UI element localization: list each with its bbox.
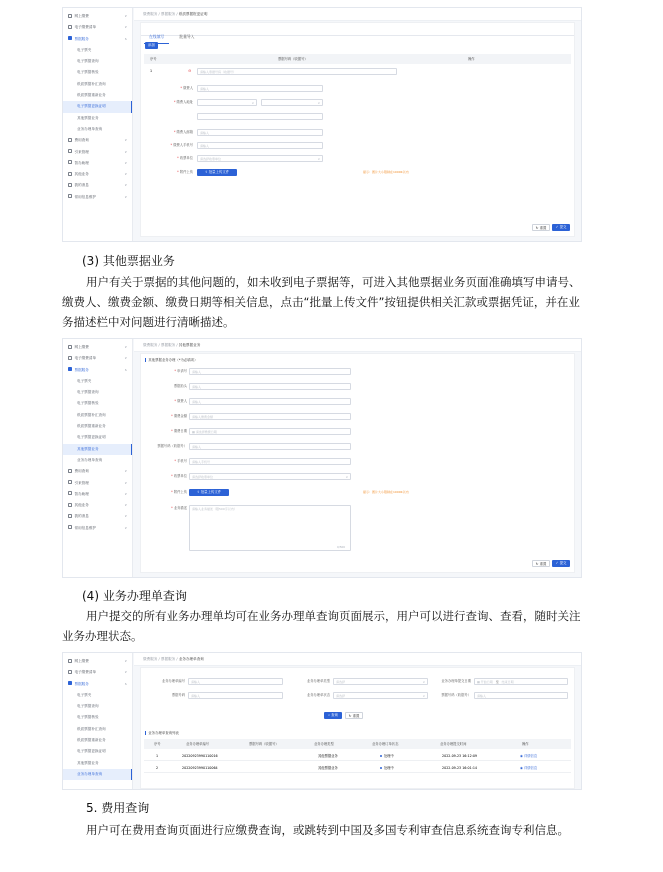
form-row <box>141 84 574 93</box>
breadcrumb-current: 业务办理单查询 <box>178 657 204 661</box>
chevron-down-icon: ∨ <box>124 194 127 199</box>
phone-input[interactable]: 请输入手机号 <box>189 458 351 465</box>
field-label: * 申请号 <box>174 369 187 373</box>
screenshot-other-receipt-business <box>62 338 582 578</box>
form-row <box>141 457 574 466</box>
sidebar-item-receipt-service[interactable]: 票据服务 ∧ <box>63 34 132 45</box>
screenshot-paper-receipt-change <box>62 7 582 242</box>
reset-button[interactable]: ↻ 重置 <box>345 712 363 719</box>
chevron-down-icon: ∨ <box>124 183 127 188</box>
sidebar-item-e-receipt-verify[interactable]: 电子票据核验 <box>77 715 99 720</box>
field-label: * 缴费人 <box>174 399 187 403</box>
eye-icon: ◉ <box>520 754 524 758</box>
field-label: * 缴费日期 <box>171 429 187 433</box>
table-row[interactable] <box>144 764 571 773</box>
main-area <box>134 653 581 789</box>
date-range-picker[interactable]: ▦ 开始日期 至 结束日期 <box>474 678 568 685</box>
refresh-icon: ↻ <box>535 226 540 230</box>
sidebar <box>63 339 133 577</box>
field-label: 票据号码（收据号） <box>157 444 187 448</box>
receipt-icon <box>68 681 72 685</box>
refresh-icon: ↻ <box>348 714 353 718</box>
detail-link[interactable]: ◉ 详情信息 <box>520 754 538 758</box>
payment-date-picker[interactable]: ▦ 请选择缴费日期 <box>189 428 351 435</box>
order-type-select[interactable]: 请选择 ∨ <box>333 678 428 685</box>
sidebar-item-online-payment[interactable]: 网上缴费 ∨ <box>63 656 132 667</box>
cell-order-no: 20220923990110064 <box>182 766 218 770</box>
status-dot-icon <box>380 767 382 769</box>
field-label: * 附件上传 <box>177 170 193 174</box>
col-header: 操作 <box>468 57 475 61</box>
batch-upload-button[interactable]: ⇪ 批量上传文件 <box>189 489 229 496</box>
field-label: * 收票单位 <box>171 474 187 478</box>
sidebar-item-fee-query[interactable]: 费用查询 ∨ <box>63 466 132 477</box>
sidebar-item-management[interactable]: 引来管理 ∨ <box>63 478 132 489</box>
calendar-icon: ▦ <box>477 680 481 684</box>
list-icon <box>68 356 72 360</box>
sidebar-item-other[interactable]: 其他业务 ∨ <box>63 169 132 180</box>
screenshot-order-query <box>62 652 582 790</box>
sidebar-item-change-proof[interactable]: 电子票据更换证明 <box>77 749 106 754</box>
search-icon <box>68 469 72 473</box>
chevron-down-icon: ∨ <box>124 659 127 663</box>
receipt-no-input[interactable]: 请输入 <box>474 692 568 699</box>
sidebar-item-change-proof[interactable]: 电子票据更换证明 <box>63 101 132 112</box>
search-button[interactable]: ⌕ 查询 <box>324 712 342 719</box>
folder-icon <box>68 149 72 153</box>
receipt-icon <box>68 367 72 371</box>
field-label: * 附件上传 <box>171 490 187 494</box>
cell-type: 其他票据业务 <box>318 754 338 758</box>
table-header <box>144 739 571 749</box>
sidebar-item-order-query[interactable]: 业务办理单查询 <box>77 457 103 462</box>
breadcrumb-link[interactable]: 票据服务 <box>160 12 176 16</box>
cell-time: 2022-09-23 16:12:09 <box>442 754 478 758</box>
gear-icon <box>68 525 72 529</box>
cart-icon <box>68 659 72 663</box>
filter-label: 票据号码 <box>171 693 185 697</box>
sidebar-item-paper-query[interactable]: 纸质票据补汇查询 <box>77 412 106 417</box>
sidebar-item-order-query[interactable]: 业务办理单查询 <box>63 769 132 780</box>
sidebar-item-receipt-service[interactable]: 票据服务 ∧ <box>63 365 132 376</box>
chevron-down-icon: ∨ <box>124 525 127 530</box>
field-label: * 业务描述 <box>171 506 187 510</box>
tab-bar <box>141 23 574 39</box>
assistant-icon <box>68 491 72 495</box>
field-label: * 收票单位 <box>177 156 193 160</box>
breadcrumb: 缴费服务 / 票据服务 / 业务办理单查询 <box>134 653 581 666</box>
order-number-input[interactable]: 请输入 <box>188 678 283 685</box>
field-label: * 缴费人 <box>180 86 193 90</box>
breadcrumb: 缴费服务 / 票据服务 / 其他票据业务 <box>134 339 581 352</box>
phone-input[interactable]: 请输入 <box>197 142 323 149</box>
filter-label: 业务办理单状态 <box>306 693 330 697</box>
province-select[interactable] <box>197 99 257 106</box>
refresh-icon: ↻ <box>535 562 540 566</box>
section-heading: 5. 费用查询 <box>86 801 150 815</box>
field-label: 票据抬头 <box>173 384 187 388</box>
sidebar-item-e-wallet[interactable]: 电子票夹 <box>77 692 92 697</box>
sidebar-item-change-proof[interactable]: 电子票据更换证明 <box>77 435 106 440</box>
chevron-down-icon: ∨ <box>345 475 348 479</box>
receipt-number-input[interactable]: 请输入票据号码（收据号） <box>197 68 397 75</box>
sidebar-item-assistant[interactable]: 智办助理 ∨ <box>63 158 132 169</box>
tab-batch-import[interactable]: 批量导入 <box>179 34 195 39</box>
breadcrumb: 缴费服务 / 票据服务 / 纸质票据报更证明 <box>134 8 581 21</box>
sidebar-item-info-maintenance[interactable]: 常用信息维护 ∨ <box>63 192 132 203</box>
sidebar-item-e-receipt-query[interactable]: 电子票据查询 <box>77 390 99 395</box>
chevron-down-icon: ∨ <box>124 160 127 165</box>
upload-icon: ⇪ <box>204 170 209 174</box>
sidebar-item-payment-list[interactable]: 电子缴费清单 ∨ <box>63 353 132 364</box>
breadcrumb-current: 其他票据业务 <box>178 343 201 347</box>
folder-icon <box>68 480 72 484</box>
sidebar-item-e-wallet[interactable]: 电子票夹 <box>77 378 92 383</box>
list-title: 业务办理单查询列表 <box>145 730 179 735</box>
chevron-down-icon: ∨ <box>422 694 425 698</box>
sidebar-item-order-query[interactable]: 业务办理单查询 <box>77 126 103 131</box>
chevron-up-icon: ∧ <box>124 367 127 372</box>
form-row <box>141 128 574 137</box>
breadcrumb-link[interactable]: 票据服务 <box>160 343 176 347</box>
col-header: 操作 <box>522 742 529 746</box>
chevron-down-icon: ∨ <box>124 469 127 474</box>
search-icon: ⌕ <box>328 713 332 717</box>
sidebar-item-paper-query[interactable]: 纸质票据补汇查询 <box>77 726 106 731</box>
form-panel <box>140 22 575 237</box>
chevron-down-icon: ∨ <box>124 172 127 177</box>
form-row <box>141 397 574 406</box>
col-header: 业务办理提交时间 <box>440 742 467 746</box>
sidebar-item-paper-reissue[interactable]: 纸质票据重新业务 <box>77 424 106 429</box>
sidebar-item-messages[interactable]: 我的消息 ∨ <box>63 511 132 522</box>
sidebar-item-receipt-service[interactable]: 票据服务 ∧ <box>63 679 132 690</box>
form-row <box>141 367 574 376</box>
table-row[interactable] <box>144 752 571 761</box>
breadcrumb-link[interactable]: 票据服务 <box>160 657 176 661</box>
remove-row-icon[interactable]: ⊖ <box>188 68 192 73</box>
sidebar-item-e-receipt-query[interactable]: 电子票据查询 <box>77 704 99 709</box>
form-section-title: 其他票据业务办理（*为必填项） <box>145 357 197 362</box>
chevron-down-icon: ∨ <box>124 345 127 349</box>
sidebar-item-messages[interactable]: 我的消息 ∨ <box>63 180 132 191</box>
sidebar-item-e-receipt-verify[interactable]: 电子票据核验 <box>77 401 99 406</box>
cell-time: 2022-09-23 16:01:14 <box>442 766 478 770</box>
receipt-number-input[interactable]: 请输入 <box>189 443 351 450</box>
form-row <box>141 442 574 451</box>
cell-index: 2 <box>156 766 159 770</box>
sidebar-item-paper-query[interactable]: 纸质票据补汇查询 <box>77 81 106 86</box>
sidebar-item-management[interactable]: 引来管理 ∨ <box>63 147 132 158</box>
cell-type: 其他票据业务 <box>318 766 338 770</box>
sidebar-item-other-receipt[interactable]: 其他票据业务 <box>77 760 99 765</box>
form-row <box>141 141 574 150</box>
form-row <box>141 412 574 421</box>
chevron-down-icon: ∨ <box>124 480 127 485</box>
sidebar-item-online-payment[interactable]: 网上缴费 ∨ <box>63 342 132 353</box>
col-header: 业务办理单编号 <box>186 742 210 746</box>
field-label: * 缴费金额 <box>171 414 187 418</box>
form-row <box>141 382 574 391</box>
sidebar-item-online-payment[interactable]: 网上缴费 ∨ <box>63 11 132 22</box>
filter-label: 票据号码（收据号） <box>441 693 471 697</box>
application-number-input[interactable]: 请输入 <box>189 368 351 375</box>
col-header: 序号 <box>150 57 157 61</box>
status-dot-icon <box>380 755 382 757</box>
chevron-down-icon: ∨ <box>124 491 127 496</box>
breadcrumb-current: 纸质票据报更证明 <box>178 12 208 16</box>
detail-link[interactable]: ◉ 详情信息 <box>520 766 538 770</box>
cell-status: 处理中 <box>380 752 394 761</box>
sidebar-item-e-receipt-query[interactable]: 电子票据查询 <box>77 59 99 64</box>
cell-order-no: 20220923990110016 <box>182 754 218 758</box>
form-panel <box>140 353 575 573</box>
chevron-down-icon: ∨ <box>317 101 320 105</box>
col-header: 序号 <box>154 742 161 746</box>
receiver-select[interactable]: 请选择收票单位 ∨ <box>189 473 351 480</box>
eye-icon: ◉ <box>520 766 524 770</box>
sidebar-item-paper-reissue[interactable]: 纸质票据重新业务 <box>77 93 106 98</box>
cell-index: 1 <box>156 754 159 758</box>
form-row <box>141 427 574 436</box>
col-header: 业务办理类型 <box>314 742 334 746</box>
chevron-down-icon: ∨ <box>124 138 127 143</box>
char-counter: 0/500 <box>337 545 346 549</box>
gear-icon <box>68 194 72 198</box>
col-header: 票据号码（收据号） <box>278 57 308 61</box>
chevron-down-icon: ∨ <box>124 25 127 30</box>
amount-input[interactable]: 请输入缴费金额 <box>189 413 351 420</box>
filter-label: 业务办理单类型 <box>306 679 330 683</box>
email-input[interactable]: 请输入 <box>197 129 323 136</box>
check-icon: ✓ <box>555 561 560 565</box>
chevron-down-icon: ∨ <box>124 149 127 154</box>
breadcrumb-link[interactable]: 缴费服务 <box>143 12 158 16</box>
list-icon <box>68 25 72 29</box>
address-detail-input[interactable] <box>197 113 323 120</box>
cart-icon <box>68 345 72 349</box>
col-header: 票据号码（收据号） <box>249 742 279 746</box>
grid-icon <box>68 172 72 176</box>
filter-label: 业务办理单提交日期 <box>441 679 471 683</box>
reset-button[interactable]: ↻ 重置 <box>532 560 550 567</box>
form-row <box>141 488 574 497</box>
cart-icon <box>68 14 72 18</box>
chevron-down-icon: ∨ <box>251 101 254 105</box>
form-row <box>141 472 574 481</box>
section-heading: (4) 业务办理单查询 <box>82 589 187 603</box>
receipt-title-input[interactable]: 请输入 <box>189 383 351 390</box>
breadcrumb-link[interactable]: 缴费服务 <box>143 657 158 661</box>
search-icon <box>68 138 72 142</box>
sidebar-item-other-receipt[interactable]: 其他票据业务 <box>63 444 132 455</box>
chevron-down-icon: ∨ <box>124 514 127 519</box>
add-button[interactable]: 添加 <box>145 42 158 49</box>
grid-icon <box>68 503 72 507</box>
payer-input[interactable]: 请输入 <box>197 85 323 92</box>
calendar-icon: ▦ <box>192 430 196 434</box>
city-select[interactable] <box>261 99 323 106</box>
sidebar-item-assistant[interactable]: 智办助理 ∨ <box>63 489 132 500</box>
sidebar-item-fee-query[interactable]: 费用查询 ∨ <box>63 135 132 146</box>
payer-input[interactable]: 请输入 <box>189 398 351 405</box>
breadcrumb-link[interactable]: 缴费服务 <box>143 343 158 347</box>
tab-online-fill[interactable]: 在线填写 <box>144 31 169 44</box>
section-paragraph: 用户可在费用查询页面进行应缴费查询，或跳转到中国及多国专利审查信息系统查询专利信息。 <box>86 823 569 837</box>
filter-row <box>141 677 574 686</box>
table-header <box>144 54 571 64</box>
submit-button[interactable]: ✓ 提交 <box>552 560 570 567</box>
bell-icon <box>68 183 72 187</box>
main-area <box>134 8 581 241</box>
filter-label: 业务办理单编号 <box>161 679 185 683</box>
chevron-up-icon: ∧ <box>124 681 127 686</box>
submit-button[interactable]: ✓ 提交 <box>552 224 570 231</box>
query-panel <box>140 667 575 789</box>
upload-hint: 提示：图片大小限制在1000K以内 <box>363 490 409 494</box>
field-label: * 缴费人手机号 <box>170 143 193 147</box>
order-status-select[interactable]: 请选择 ∨ <box>333 692 428 699</box>
check-icon: ✓ <box>555 225 560 229</box>
assistant-icon <box>68 160 72 164</box>
bell-icon <box>68 514 72 518</box>
sidebar-item-paper-reissue[interactable]: 纸质票据重新业务 <box>77 738 106 743</box>
form-row <box>141 154 574 163</box>
chevron-down-icon: ∨ <box>317 157 320 161</box>
form-row <box>141 98 574 107</box>
upload-hint: 提示：图片大小限制在1000K以内 <box>363 170 409 174</box>
sidebar <box>63 8 133 241</box>
sidebar-item-payment-list[interactable]: 电子缴费清单 ∨ <box>63 667 132 678</box>
section-heading: (3) 其他票据业务 <box>82 254 175 268</box>
upload-icon: ⇪ <box>196 490 201 494</box>
receipt-icon <box>68 36 72 40</box>
chevron-down-icon: ∨ <box>124 670 127 675</box>
reset-button[interactable]: ↻ 重置 <box>532 224 550 231</box>
field-label: * 缴费人邮箱 <box>173 130 193 134</box>
section-paragraph: 用户提交的所有业务办理单均可在业务办理单查询页面展示，用户可以进行查询、查看，随时关注业务办理状态。 <box>62 609 581 643</box>
sidebar-item-e-wallet[interactable]: 电子票夹 <box>77 47 92 52</box>
sidebar-item-payment-list[interactable]: 电子缴费清单 ∨ <box>63 22 132 33</box>
filter-row <box>141 691 574 700</box>
cell-status: 处理中 <box>380 764 394 773</box>
main-area <box>134 339 581 577</box>
section-paragraph: 用户有关于票据的其他问题的，如未收到电子票据等，可进入其他票据业务页面准确填写申请号、缴费人、缴费金额、缴费日期等相关信息，点击“批量上传文件”按钮提供相关汇款或票据凭证，并在业务描述栏中对问题进行清晰描述。 <box>62 275 581 329</box>
chevron-down-icon: ∨ <box>124 14 127 18</box>
row-index: 1 <box>150 69 153 73</box>
field-label: * 手机号 <box>174 459 187 463</box>
form-row <box>141 168 574 177</box>
sidebar-item-other[interactable]: 其他业务 ∨ <box>63 500 132 511</box>
sidebar <box>63 653 133 789</box>
description-textarea[interactable]: 请输入业务描述（限500字以内） <box>189 505 351 551</box>
chevron-down-icon: ∨ <box>422 680 425 684</box>
receipt-number-input[interactable]: 请输入 <box>188 692 283 699</box>
chevron-up-icon: ∧ <box>124 36 127 41</box>
sidebar-item-e-receipt-verify[interactable]: 电子票据核验 <box>77 70 99 75</box>
receiver-select[interactable]: 请选择收票单位 ∨ <box>197 155 323 162</box>
sidebar-item-info-maintenance[interactable]: 常用信息维护 ∨ <box>63 523 132 534</box>
chevron-down-icon: ∨ <box>124 356 127 361</box>
batch-upload-button[interactable]: ⇪ 批量上传文件 <box>197 169 237 176</box>
chevron-down-icon: ∨ <box>124 503 127 508</box>
field-label: * 缴费人地址 <box>173 100 193 104</box>
col-header: 业务办理订单状态 <box>372 742 399 746</box>
sidebar-item-other-receipt[interactable]: 其他票据业务 <box>77 115 99 120</box>
list-icon <box>68 670 72 674</box>
